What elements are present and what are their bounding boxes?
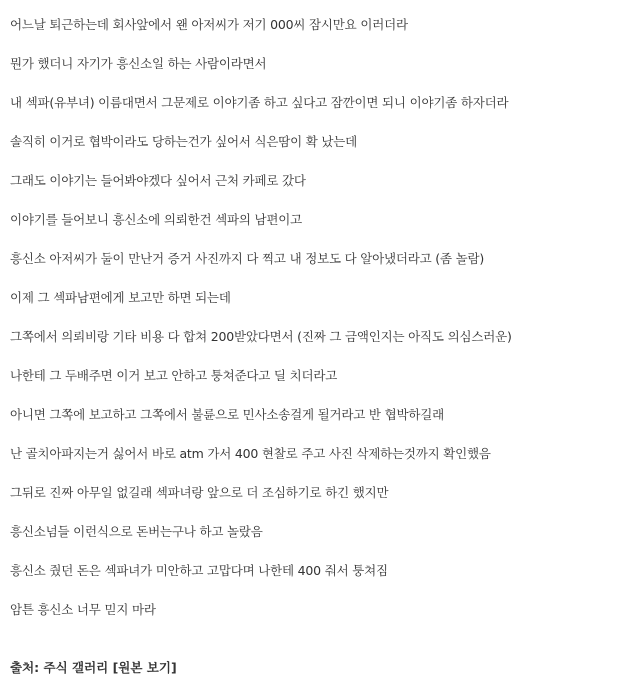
paragraph: 흥신소넘들 이런식으로 돈버는구나 하고 놀랐음: [10, 524, 263, 539]
paragraph: 그래도 이야기는 들어봐야겠다 싶어서 근처 카페로 갔다: [10, 173, 306, 188]
paragraph: 그쪽에서 의뢰비랑 기타 비용 다 합쳐 200받았다면서 (진짜 그 금액인지는 아직도 의심스러운): [10, 329, 512, 344]
paragraph: 나한테 그 두배주면 이거 보고 안하고 퉁쳐준다고 딜 치더라고: [10, 368, 338, 383]
source-credit: [10, 659, 177, 677]
paragraph: 아니면 그쪽에 보고하고 그쪽에서 불륜으로 민사소송걸게 될거라고 반 협박하길래: [10, 407, 444, 422]
paragraph: 난 골치아파지는거 싫어서 바로 atm 가서 400 현찰로 주고 사진 삭제하는것까지 확인했음: [10, 446, 491, 461]
view-original-link[interactable]: [원본 보기]: [112, 660, 177, 675]
paragraph: 솔직히 이거로 협박이라도 당하는건가 싶어서 식은땀이 확 났는데: [10, 134, 358, 149]
paragraph: 이야기를 들어보니 흥신소에 의뢰한건 섹파의 남편이고: [10, 212, 302, 227]
paragraph: 내 섹파(유부녀) 이름대면서 그문제로 이야기좀 하고 싶다고 잠깐이면 되니 이야기좀 하자더라: [10, 95, 509, 110]
paragraph: 암튼 흥신소 너무 믿지 마라: [10, 602, 156, 617]
paragraph: 뭔가 했더니 자기가 흥신소일 하는 사람이라면서: [10, 56, 267, 71]
paragraph: 흥신소 아저씨가 둘이 만난거 증거 사진까지 다 찍고 내 정보도 다 알아냈더라고 (좀 놀람): [10, 251, 485, 266]
paragraph: 이제 그 섹파남편에게 보고만 하면 되는데: [10, 290, 231, 305]
paragraph: 흥신소 줬던 돈은 섹파녀가 미안하고 고맙다며 나한테 400 줘서 퉁쳐짐: [10, 563, 388, 578]
paragraph: 그뒤로 진짜 아무일 없길래 섹파녀랑 앞으로 더 조심하기로 하긴 했지만: [10, 485, 389, 500]
source-label: 출처: 주식 갤러리: [10, 660, 109, 675]
paragraph: 어느날 퇴근하는데 회사앞에서 왠 아저씨가 저기 000씨 잠시만요 이러더라: [10, 17, 408, 32]
